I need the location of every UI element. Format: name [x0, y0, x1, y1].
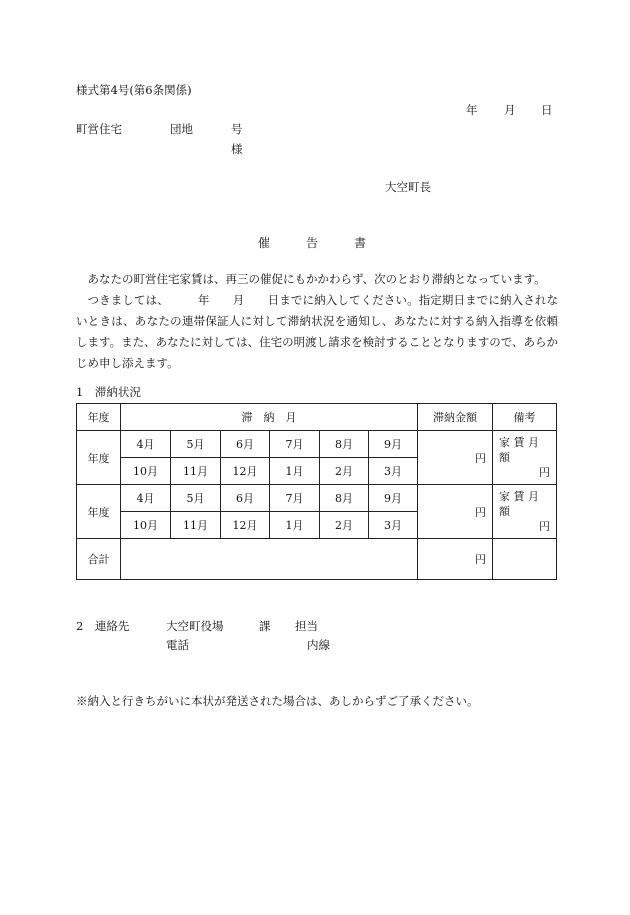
month-cell: 10月: [121, 458, 171, 485]
month-cell: 6月: [221, 431, 270, 458]
contact-person: 担当: [295, 619, 318, 633]
block2-amount: 円: [418, 485, 493, 539]
month-cell: 11月: [171, 512, 221, 539]
total-months-blank: [121, 539, 418, 580]
month-cell: 5月: [171, 485, 221, 512]
month-cell: 9月: [369, 485, 418, 512]
footnote: ※納入と行きちがいに本状が発送された場合は、あしからずご了承ください。: [76, 694, 479, 708]
block1-row1: [77, 431, 557, 458]
recipient-complex: 団地: [170, 122, 193, 136]
contact-extension: 内線: [307, 638, 330, 652]
month-cell: 3月: [369, 458, 418, 485]
month-cell: 7月: [270, 431, 320, 458]
date-day: 日: [541, 103, 553, 117]
month-cell: 5月: [171, 431, 221, 458]
block1-amount: 円: [418, 431, 493, 485]
header-year: 年度: [77, 404, 121, 431]
recipient-housing: 町営住宅: [76, 122, 122, 136]
month-cell: 12月: [221, 512, 270, 539]
month-cell: 12月: [221, 458, 270, 485]
total-label: 合計: [77, 539, 121, 580]
month-cell: 1月: [270, 458, 320, 485]
block2-rent-unit: 円: [539, 520, 551, 533]
header-row: [77, 404, 557, 431]
contact-phone: 電話: [166, 638, 189, 652]
total-row: [77, 539, 557, 580]
month-cell: 8月: [320, 431, 369, 458]
date-year: 年: [466, 103, 478, 117]
month-cell: 2月: [320, 512, 369, 539]
block2-year-label: 年度: [77, 485, 121, 539]
contact-office: 大空町役場: [166, 619, 224, 633]
block2-remarks: [493, 485, 557, 539]
total-remarks-blank: [493, 539, 557, 580]
document-title: 催 告 書: [258, 236, 367, 250]
date-month: 月: [504, 103, 516, 117]
body-paragraph-1: あなたの町営住宅家賃は、再三の催促にもかかわらず、次のとおり滞納となっています。: [87, 272, 546, 286]
header-remarks: 備考: [493, 404, 557, 431]
block1-year-label: 年度: [77, 431, 121, 485]
arrears-table: [76, 403, 557, 580]
form-number: 様式第4号(第6条関係): [76, 83, 192, 97]
month-cell: 3月: [369, 512, 418, 539]
month-cell: 8月: [320, 485, 369, 512]
block1-rent-label: 家 賃 月 額: [499, 436, 540, 464]
month-cell: 9月: [369, 431, 418, 458]
sender-name: 大空町長: [385, 180, 431, 194]
section2-title: 2 連絡先: [76, 619, 130, 633]
header-months: 滞 納 月: [121, 404, 418, 431]
block2-row1: [77, 485, 557, 512]
block1-remarks: [493, 431, 557, 485]
body-text: [76, 269, 558, 374]
recipient-honorific: 様: [231, 142, 243, 156]
month-cell: 4月: [121, 485, 171, 512]
month-cell: 11月: [171, 458, 221, 485]
recipient-number: 号: [231, 122, 243, 136]
month-cell: 2月: [320, 458, 369, 485]
month-cell: 4月: [121, 431, 171, 458]
total-amount: 円: [418, 539, 493, 580]
block1-rent-unit: 円: [539, 466, 551, 479]
month-cell: 10月: [121, 512, 171, 539]
month-cell: 7月: [270, 485, 320, 512]
month-cell: 1月: [270, 512, 320, 539]
month-cell: 6月: [221, 485, 270, 512]
block2-rent-label: 家 賃 月 額: [499, 490, 540, 518]
section1-title: 1 滞納状況: [76, 385, 141, 399]
header-amount: 滞納金額: [418, 404, 493, 431]
contact-division: 課: [259, 619, 271, 633]
body-paragraph-2: つきましては、 年 月 日までに納入してください。指定期日までに納入されないときは、あなたの連帯保証人に対して滞納状況を通知し、あなたに対する納入指導を依頼します。また、あなたに対しては、住宅の明渡し請求を検討することとなりますので、あらかじめ申し添えます。: [76, 293, 558, 370]
